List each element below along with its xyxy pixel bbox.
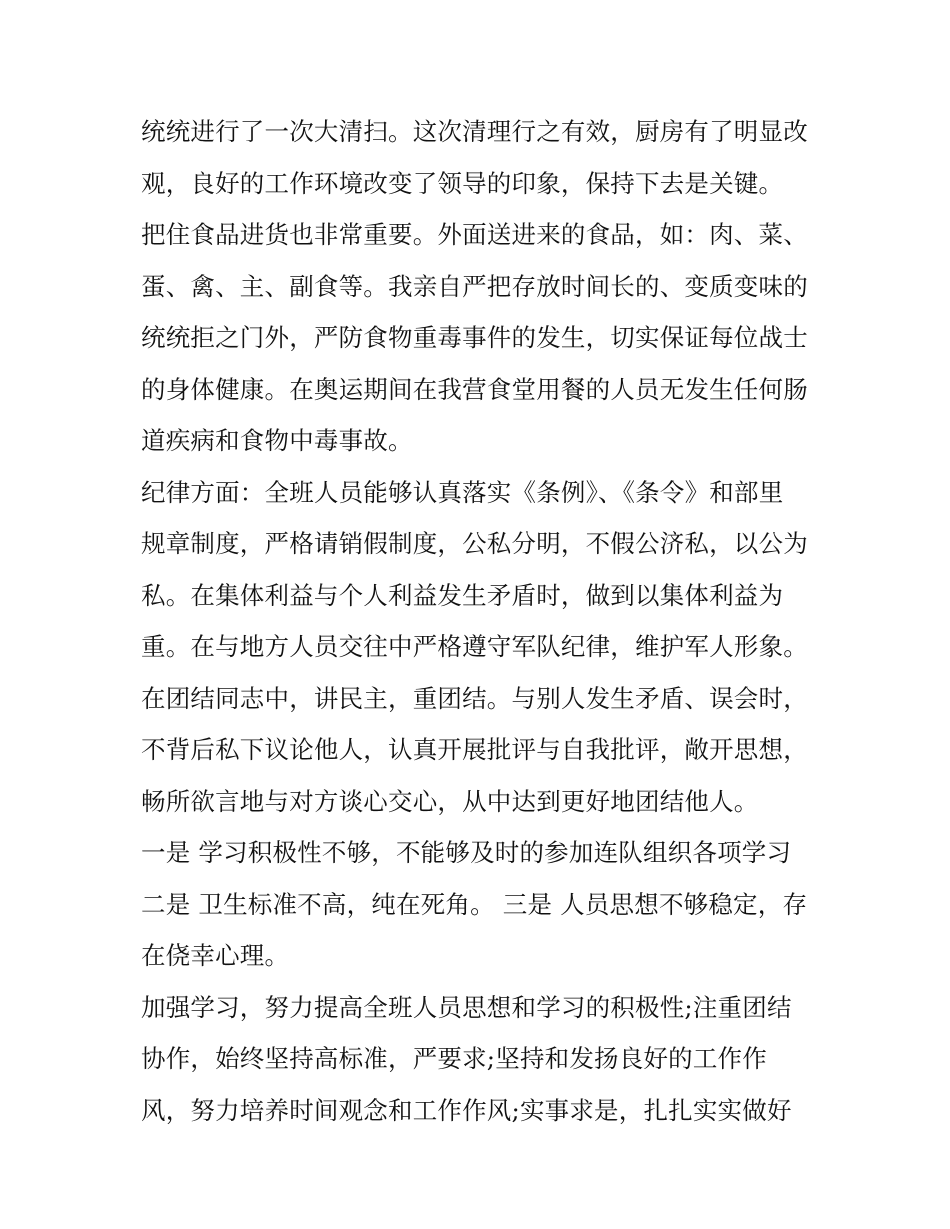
text-line: 风，努力培养时间观念和工作作风;实事求是，扎扎实实做好 <box>141 1095 792 1125</box>
text-line: 加强学习，努力提高全班人员思想和学习的积极性;注重团结 <box>141 992 792 1022</box>
text-line: 重。在与地方人员交往中严格遵守军队纪律，维护军人形象。 <box>141 632 808 661</box>
text-line: 在团结同志中，讲民主，重团结。与别人发生矛盾、误会时， <box>141 683 808 713</box>
text-line: 不背后私下议论他人，认真开展批评与自我批评，敞开思想， <box>141 735 808 764</box>
text-line: 统统拒之门外，严防食物重毒事件的发生，切实保证每位战士 <box>141 323 808 352</box>
text-line: 道疾病和食物中毒事故。 <box>141 426 413 455</box>
text-line: 统统进行了一次大清扫。这次清理行之有效，厨房有了明显改 <box>141 117 808 146</box>
text-line: 把住食品进货也非常重要。外面送进来的食品，如：肉、菜、 <box>141 220 808 249</box>
text-line: 协作，始终坚持高标准，严要求;坚持和发扬良好的工作作 <box>141 1044 767 1073</box>
text-line: 观，良好的工作环境改变了领导的印象，保持下去是关键。 <box>141 168 784 198</box>
text-line: 畅所欲言地与对方谈心交心，从中达到更好地团结他人。 <box>141 786 759 816</box>
text-line: 蛋、禽、主、副食等。我亲自严把存放时间长的、变质变味的 <box>141 271 808 301</box>
text-line: 的身体健康。在奥运期间在我营食堂用餐的人员无发生任何肠 <box>141 374 808 404</box>
text-line: 二是 卫生标准不高，纯在死角。 三是 人员思想不够稳定，存 <box>141 889 808 919</box>
text-line: 纪律方面：全班人员能够认真落实《条例》、《条令》和部里 <box>141 477 784 507</box>
text-line: 规章制度，严格请销假制度，公私分明，不假公济私，以公为 <box>141 529 808 558</box>
text-line: 在侥幸心理。 <box>141 941 290 970</box>
text-line: 私。在集体利益与个人利益发生矛盾时，做到以集体利益为 <box>141 580 784 610</box>
text-line: 一是 学习积极性不够，不能够及时的参加连队组织各项学习 <box>141 838 792 867</box>
body-text <box>141 106 841 1136</box>
